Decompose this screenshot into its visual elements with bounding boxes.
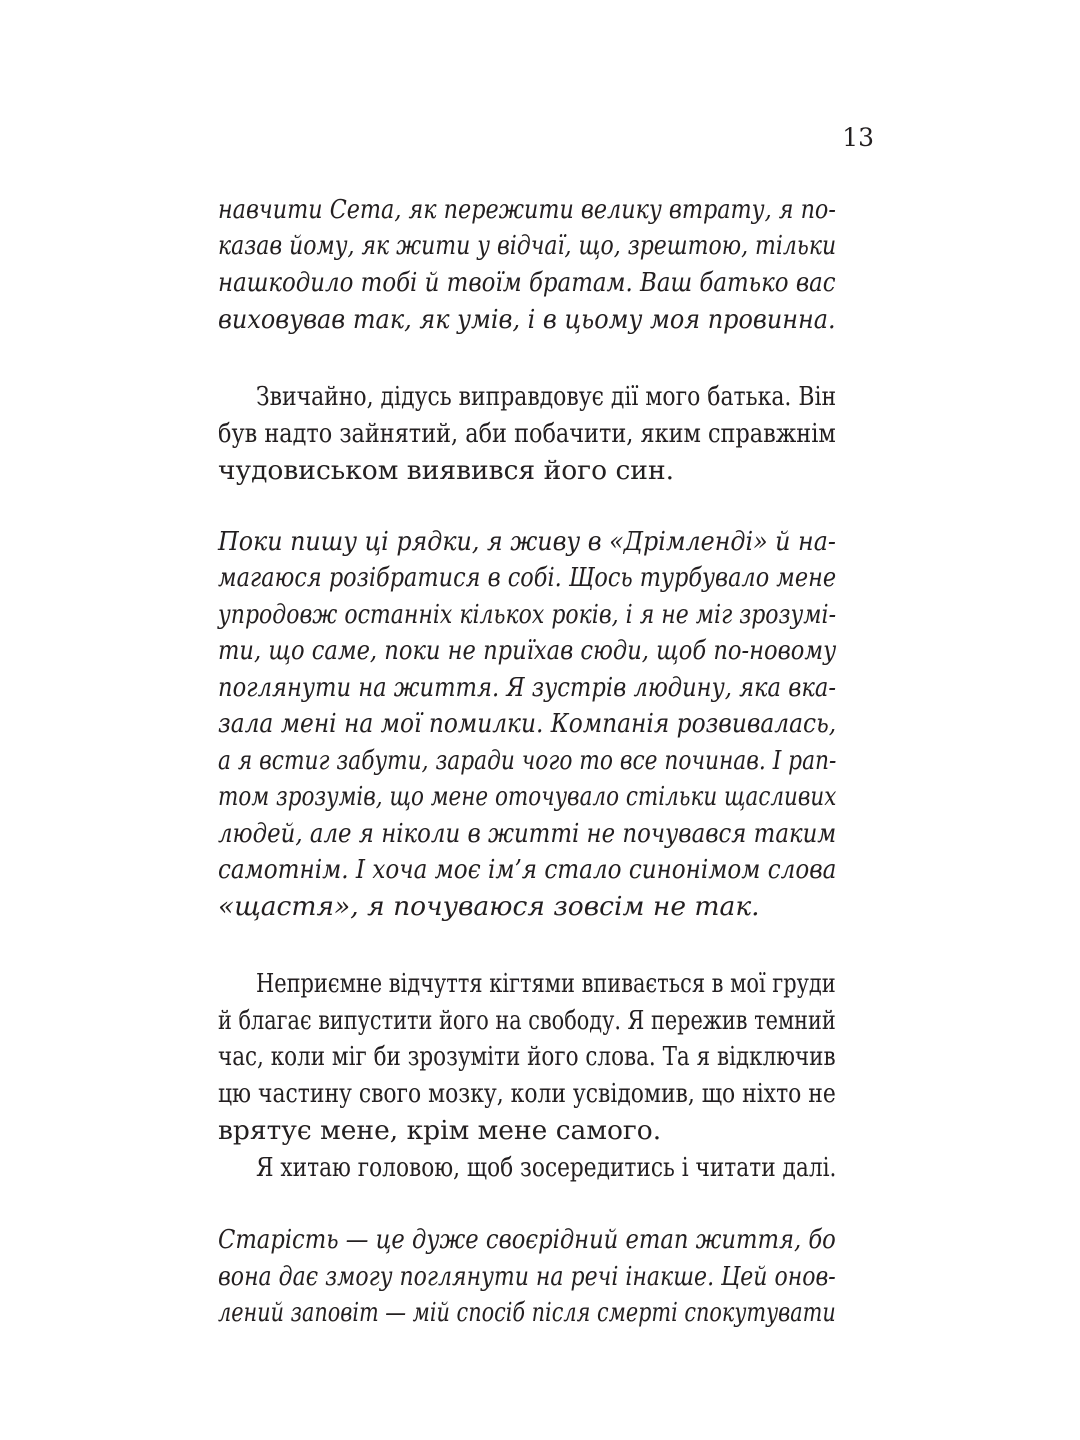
page-number: 13: [842, 123, 874, 152]
text-line: навчити Сета, як пережити велику втрату, я по-: [218, 194, 836, 225]
text-line: том зрозумів, що мене оточувало стільки щасливих: [218, 781, 837, 812]
text-line: Поки пишу ці рядки, я живу в «Дрімленді» й на-: [218, 526, 836, 557]
text-line: чудовиськом виявився його син.: [218, 455, 675, 486]
text-line: казав йому, як жити у відчаї, що, зрештою, тільки: [218, 230, 837, 261]
text-line: врятує мене, крім мене самого.: [218, 1115, 662, 1146]
text-line: Неприємне відчуття кігтями впивається в мої груди: [256, 968, 836, 999]
text-line: поглянути на життя. Я зустрів людину, яка вка-: [218, 672, 837, 703]
text-line: а я встиг забути, заради чого то все починав. І рап-: [218, 745, 837, 776]
text-line: був надто зайнятий, аби побачити, яким справжнім: [218, 418, 836, 449]
text-line: нашкодило тобі й твоїм братам. Ваш батько вас: [218, 267, 836, 298]
text-line: Я хитаю головою, щоб зосередитись і читати далі.: [256, 1152, 837, 1183]
text-line: лений заповіт — мій спосіб після смерті спокутувати: [218, 1297, 836, 1328]
text-line: час, коли міг би зрозуміти його слова. Та я відключив: [218, 1041, 836, 1072]
text-line: самотнім. І хоча моє ім’я стало синонімом слова: [218, 854, 837, 885]
text-line: магаюся розібратися в собі. Щось турбувало мене: [218, 562, 837, 593]
text-line: «щастя», я почуваюся зовсім не так.: [218, 891, 760, 922]
text-line: Звичайно, дідусь виправдовує дії мого батька. Він: [256, 381, 837, 412]
text-line: виховував так, як умів, і в цьому моя провинна.: [218, 304, 836, 335]
text-line: упродовж останніх кількох років, і я не міг зрозумі-: [218, 599, 837, 630]
text-line: вона дає змогу поглянути на речі інакше. Цей онов-: [218, 1261, 836, 1292]
text-line: Старість — це дуже своєрідний етап життя, бо: [218, 1224, 836, 1255]
text-line: зала мені на мої помилки. Компанія розвивалась,: [218, 708, 837, 739]
text-line: ти, що саме, поки не приїхав сюди, щоб по-новому: [218, 635, 837, 666]
text-line: людей, але я ніколи в житті не почувався таким: [218, 818, 837, 849]
text-line: цю частину свого мозку, коли усвідомив, що ніхто не: [218, 1078, 836, 1109]
text-line: й благає випустити його на свободу. Я пережив темний: [218, 1005, 836, 1036]
